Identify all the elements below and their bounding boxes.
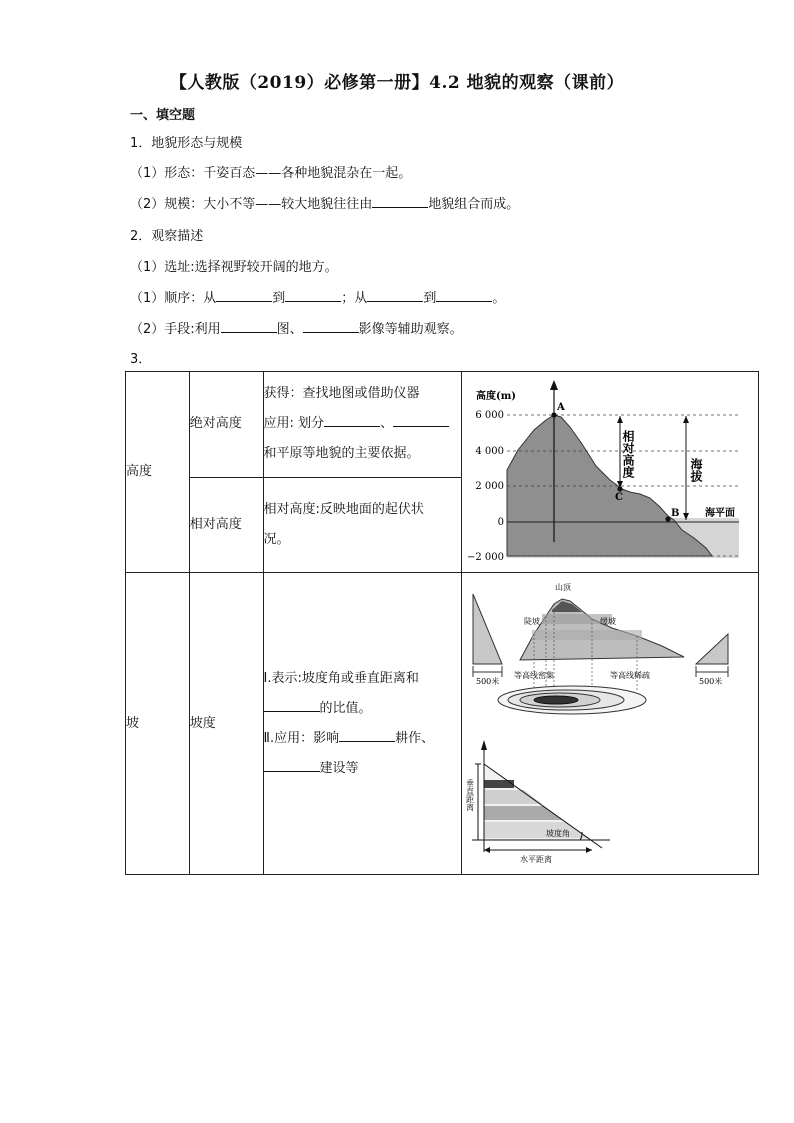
answer-blank[interactable]	[367, 287, 423, 302]
q1-item1: （1）形态：千姿百态——各种地貌混杂在一起。	[130, 166, 412, 181]
steep-slope-triangle	[473, 594, 502, 664]
table-row	[126, 573, 759, 875]
slope-content	[263, 573, 461, 875]
contour-and-slope-diagrams	[462, 574, 758, 874]
q2-heading: 2．观察描述	[130, 229, 204, 244]
scale-right-label: 500米	[698, 676, 723, 686]
relative-height-content	[263, 477, 461, 572]
text-line: 获得：查找地图或借助仪器	[263, 386, 420, 402]
answer-blank[interactable]	[264, 757, 320, 772]
mountain-profile	[507, 415, 712, 556]
category-height: 高度	[126, 372, 190, 573]
absolute-height-content	[263, 372, 461, 478]
q2-item2-text: 到	[423, 291, 437, 306]
vertical-distance-label: 垂直距离	[465, 778, 475, 811]
observation-table	[125, 371, 759, 875]
text-line: 相对高度:反映地面的起伏状	[263, 501, 424, 517]
q2-item3-text: （2）手段:利用	[130, 322, 221, 337]
text-line	[264, 694, 461, 724]
answer-blank[interactable]	[393, 412, 449, 427]
slope-figure	[461, 573, 758, 875]
horizontal-distance-label: 水平距离	[519, 854, 552, 864]
dense-contour-label: 等高线密集	[513, 670, 554, 680]
text-span: 建设等	[319, 760, 359, 776]
answer-blank[interactable]	[216, 287, 272, 302]
answer-blank[interactable]	[285, 287, 341, 302]
text-line	[264, 724, 461, 754]
q1-item2-text-before: （2）规模：大小不等——较大地貌往往由	[130, 197, 373, 212]
q2-item3-text: 图、	[276, 322, 303, 337]
answer-blank[interactable]	[303, 318, 359, 333]
elevation-band	[532, 630, 642, 640]
answer-blank[interactable]	[372, 193, 428, 208]
soil-layer	[484, 822, 589, 838]
table-row	[126, 372, 759, 478]
tick-label: 6 000	[475, 410, 504, 421]
sea-level-label: 海平面	[704, 508, 735, 519]
q2-item3-text: 影像等辅助观察。	[358, 322, 463, 337]
altitude-diagram	[462, 372, 758, 572]
point-b-dot	[665, 516, 670, 521]
tick-label: 4 000	[475, 446, 504, 457]
mountain-shape	[520, 599, 684, 660]
tick-label: 2 000	[475, 481, 504, 492]
sparse-contour-label: 等高线稀疏	[609, 670, 650, 680]
text-line	[264, 754, 461, 784]
q1-item2-text-after: 地貌组合而成。	[428, 197, 520, 212]
q2-item1: （1）选址:选择视野较开阔的地方。	[130, 260, 338, 275]
q2-item2-text: 。	[492, 291, 506, 306]
slope-angle-label: 坡度角	[545, 828, 570, 838]
altitude-figure	[461, 372, 758, 573]
axis-arrow	[481, 740, 487, 750]
text-span: Ⅱ.应用：影响	[263, 730, 340, 746]
section-heading: 一、填空题	[130, 108, 196, 123]
relative-height-label: 相对高度	[620, 430, 635, 478]
y-axis-label: 高度(m)	[475, 391, 517, 402]
label-absolute-height: 绝对高度	[189, 372, 263, 478]
q1-item2	[130, 193, 519, 212]
q2-item2-text: （1）顺序：从	[130, 291, 217, 306]
q2-item3	[130, 318, 463, 337]
contour-line	[534, 696, 578, 704]
gentle-slope-triangle	[696, 634, 728, 664]
text-span: 的比值。	[319, 700, 372, 716]
text-span: 应用: 划分	[263, 416, 325, 432]
text-span: 耕作、	[395, 730, 435, 746]
answer-blank[interactable]	[324, 412, 380, 427]
point-a-dot	[551, 412, 556, 417]
answer-blank[interactable]	[264, 697, 320, 712]
q2-item2-text: ；从	[341, 291, 368, 306]
q2-item2-text: 到	[272, 291, 286, 306]
q2-item2	[130, 287, 505, 306]
soil-layer	[484, 790, 542, 804]
axis-arrow	[550, 380, 558, 390]
text-line: 况。	[263, 531, 290, 547]
answer-blank[interactable]	[339, 727, 395, 742]
page-title: 【人教版（2019）必修第一册】4.2 地貌的观察（课前）	[169, 73, 625, 93]
point-c-label: C	[614, 492, 623, 503]
label-relative-height: 相对高度	[189, 477, 263, 572]
point-b-label: B	[670, 508, 680, 519]
text-line: 和平原等地貌的主要依据。	[263, 446, 420, 462]
text-span: 、	[380, 416, 394, 432]
scale-left-label: 500米	[475, 676, 500, 686]
altitude-label: 海拔	[688, 458, 703, 482]
summit-label: 山顶	[554, 582, 571, 592]
category-slope: 坡	[126, 573, 190, 875]
text-line: Ⅰ.表示:坡度角或垂直距离和	[263, 670, 419, 686]
q3-heading: 3．	[130, 352, 152, 367]
tick-label: 0	[497, 517, 504, 528]
text-line	[264, 409, 461, 439]
steep-slope-label: 陡坡	[523, 616, 540, 626]
soil-layer	[484, 780, 514, 788]
answer-blank[interactable]	[436, 287, 492, 302]
point-a-label: A	[556, 402, 565, 413]
soil-layer	[484, 806, 562, 820]
tick-label: −2 000	[466, 552, 504, 563]
answer-blank[interactable]	[221, 318, 277, 333]
gentle-slope-label: 缓坡	[599, 616, 616, 626]
label-slope: 坡度	[189, 573, 263, 875]
q1-heading: 1．地貌形态与规模	[130, 136, 243, 151]
